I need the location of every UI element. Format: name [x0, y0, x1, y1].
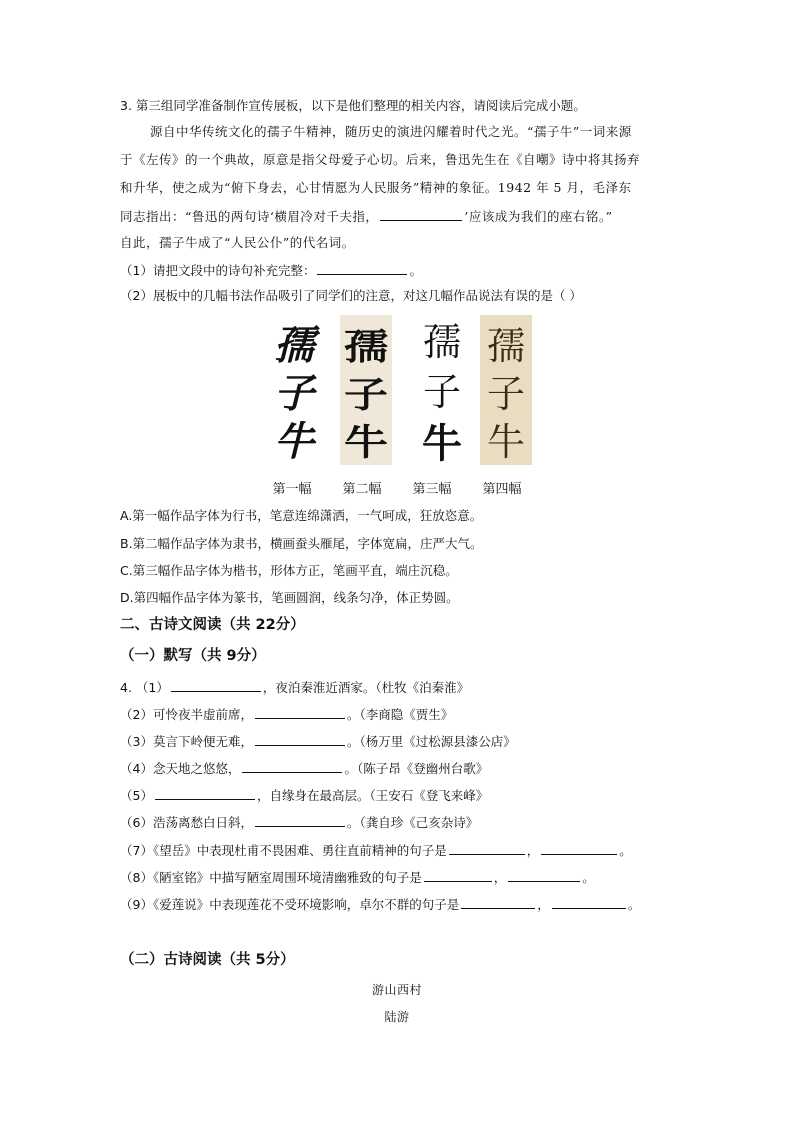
- fill-blank[interactable]: [171, 677, 261, 692]
- svg-text:孺: 孺: [343, 325, 388, 369]
- q3-sub2: （2）展板中的几幅书法作品吸引了同学们的注意，对这几幅作品说法有误的是（ ）: [120, 288, 582, 303]
- fill-blank[interactable]: [155, 785, 255, 800]
- fill-blank[interactable]: [508, 867, 580, 882]
- calligraphy-image-2: [340, 315, 392, 465]
- fill-blank[interactable]: [461, 894, 535, 909]
- svg-text:子: 子: [486, 372, 526, 416]
- option-c: C.第三幅作品字体为楷书，形体方正，笔画平直，端庄沉稳。: [120, 563, 458, 578]
- calligraphy-work-3: [416, 315, 468, 465]
- passage-line: 源自中华传统文化的孺子牛精神，随历史的演进闪耀着时代之光。“孺子牛”一词来源: [150, 124, 632, 139]
- q3-sub1: [120, 260, 422, 281]
- fill-blank[interactable]: [255, 704, 345, 719]
- q3-stem: 3. 第三组同学准备制作宣传展板，以下是他们整理的相关内容，请阅读后完成小题。: [120, 98, 586, 113]
- q4-item-3: [120, 731, 516, 752]
- fill-blank[interactable]: [380, 206, 462, 221]
- part1-title: （一）默写（共 9分）: [120, 648, 266, 664]
- q4-prefix: （3）莫言下岭便无难，: [120, 734, 253, 749]
- calligraphy-image-3: [416, 315, 468, 465]
- fill-blank[interactable]: [242, 758, 342, 773]
- q4-item-4: [120, 758, 488, 779]
- fill-blank[interactable]: [255, 731, 345, 746]
- q4-item-5: [120, 785, 488, 806]
- fill-blank[interactable]: [552, 894, 626, 909]
- q4-suffix: ，夜泊秦淮近酒家。（杜牧《泊秦淮》: [262, 680, 470, 695]
- q4-comma: ，: [526, 843, 540, 858]
- q4-comma: ，: [493, 870, 507, 885]
- q4-prefix: （5）: [120, 788, 153, 803]
- svg-text:牛: 牛: [422, 420, 462, 465]
- calligraphy-work-4: [480, 315, 532, 465]
- q4-prefix: （7）《望岳》中表现杜甫不畏困难、勇往直前精神的句子是: [120, 843, 447, 858]
- passage-line: 自此，孺子牛成了“人民公仆”的代名词。: [120, 235, 355, 250]
- fill-blank[interactable]: [541, 840, 617, 855]
- caption-1: 第一幅: [272, 482, 312, 497]
- q4-item-1: [120, 677, 469, 698]
- caption-3: 第三幅: [412, 482, 452, 497]
- passage-line: 和升华，使之成为“俯下身去，心甘情愿为人民服务”精神的象征。1942 年 5 月，毛泽东: [120, 180, 632, 195]
- caption-4: 第四幅: [482, 482, 522, 497]
- svg-text:孺: 孺: [422, 320, 462, 364]
- q4-prefix: （4）念天地之悠悠，: [120, 761, 241, 776]
- q4-period: 。: [619, 843, 632, 858]
- part2-title: （二）古诗阅读（共 5分）: [120, 952, 295, 968]
- q4-period: 。: [627, 897, 641, 912]
- poem-title: 游山西村: [371, 983, 422, 997]
- svg-text:子: 子: [343, 373, 388, 416]
- fill-blank[interactable]: [449, 840, 525, 855]
- svg-text:子: 子: [422, 370, 462, 414]
- q4-item-6: [120, 812, 478, 833]
- option-d: D.第四幅作品字体为篆书，笔画圆润，线条匀净，体正势圆。: [120, 590, 459, 605]
- q4-item-9: [120, 894, 640, 915]
- q4-suffix: 。（龚自珍《己亥杂诗》: [346, 815, 479, 830]
- q3-sub1-suffix: 。: [409, 263, 422, 278]
- passage-text: ’应该成为我们的座右铭。”: [464, 209, 613, 224]
- q4-comma: ，: [537, 897, 550, 912]
- q4-prefix: 4. （1）: [120, 680, 169, 695]
- option-a: A.第一幅作品字体为行书，笔意连绵潇洒，一气呵成，狂放恣意。: [120, 508, 483, 523]
- q4-period: 。: [582, 870, 595, 885]
- caption-2: 第二幅: [342, 482, 382, 497]
- q4-item-8: [120, 867, 595, 888]
- fill-blank[interactable]: [424, 867, 492, 882]
- option-b: B.第二幅作品字体为隶书，横画蚕头雁尾，字体宽扁，庄严大气。: [120, 536, 483, 551]
- poem-author: 陆游: [384, 1010, 410, 1024]
- q4-prefix: （9）《爱莲说》中表现莲花不受环境影响，卓尔不群的句子是: [120, 897, 460, 912]
- svg-text:牛: 牛: [486, 420, 526, 464]
- q4-item-2: [120, 704, 453, 725]
- svg-text:牛: 牛: [274, 418, 314, 465]
- passage-text: 同志指出：“鲁迅的两句诗‘横眉冷对千夫指，: [120, 209, 379, 224]
- q4-prefix: （8）《陋室铭》中描写陋室周围环境清幽雅致的句子是: [120, 870, 422, 885]
- passage-line-with-blank: [120, 206, 613, 227]
- q3-sub1-text: （1）请把文段中的诗句补充完整：: [120, 263, 316, 278]
- q4-item-7: [120, 840, 632, 861]
- passage-line: 于《左传》的一个典故，原意是指父母爱子心切。后来，鲁迅先生在《自嘲》诗中将其扬弃: [120, 152, 641, 167]
- q4-suffix: 。（杨万里《过松源县漆公店》: [346, 734, 516, 749]
- svg-text:牛: 牛: [343, 421, 388, 464]
- section-title: 二、古诗文阅读（共 22分）: [120, 617, 305, 633]
- svg-text:子: 子: [274, 370, 314, 417]
- q4-suffix: 。（陈子昂《登幽州台歌》: [344, 761, 489, 776]
- q4-suffix: ，自缘身在最高层。（王安石《登飞来峰》: [256, 788, 489, 803]
- calligraphy-image-4: [480, 315, 532, 465]
- calligraphy-work-1: [268, 315, 320, 465]
- fill-blank[interactable]: [255, 812, 345, 827]
- calligraphy-image-1: [268, 315, 320, 465]
- fill-blank[interactable]: [317, 260, 407, 275]
- svg-text:孺: 孺: [486, 324, 526, 368]
- q4-prefix: （2）可怜夜半虚前席，: [120, 707, 253, 722]
- q4-prefix: （6）浩荡离愁白日斜，: [120, 815, 253, 830]
- svg-text:孺: 孺: [274, 322, 314, 369]
- q4-suffix: 。（李商隐《贾生》: [346, 707, 454, 722]
- calligraphy-work-2: [340, 315, 392, 465]
